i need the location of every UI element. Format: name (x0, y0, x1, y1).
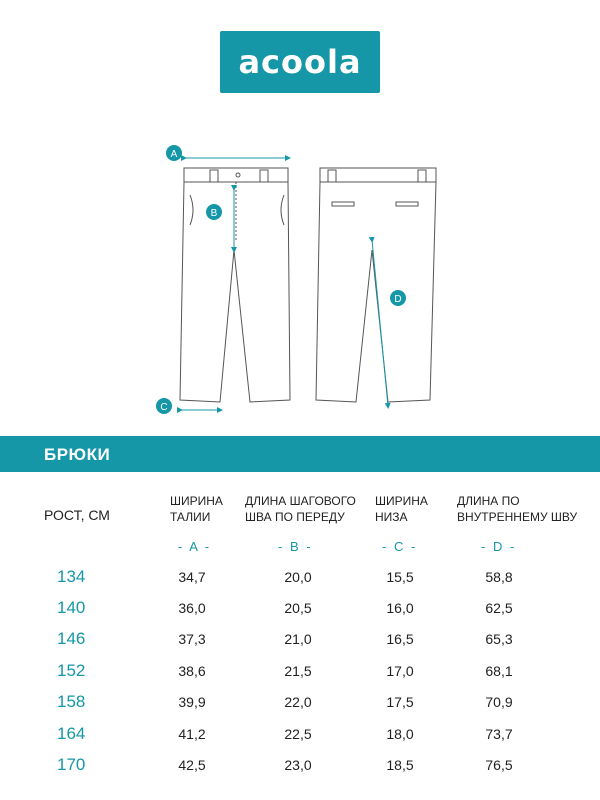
column-header-c-line1: ШИРИНА (375, 494, 428, 508)
column-header-b-line1: ДЛИНА ШАГОВОГО (245, 494, 356, 508)
table-cell: 21,0 (284, 631, 312, 647)
table-cell: 38,6 (178, 663, 206, 679)
table-cell: 70,9 (485, 694, 513, 710)
column-header-a-line1: ШИРИНА (170, 494, 223, 508)
size-164: 164 (57, 724, 86, 743)
table-cell: 58,8 (485, 569, 513, 585)
column-header-b (245, 493, 356, 525)
marker-d-label: D (394, 294, 402, 305)
section-title: БРЮКИ (44, 445, 111, 464)
table-cell: 20,5 (284, 600, 312, 616)
column-header-d-line2: ВНУТРЕННЕМУ ШВУ (457, 510, 578, 524)
column-header-c (375, 493, 428, 525)
size-158: 158 (57, 692, 86, 711)
table-cell: 22,0 (284, 694, 312, 710)
size-152: 152 (57, 661, 86, 680)
size-134: 134 (57, 567, 86, 586)
column-header-b-line2: ШВА ПО ПЕРЕДУ (245, 510, 345, 524)
table-cell: 37,3 (178, 631, 206, 647)
column-header-a (170, 493, 223, 525)
table-cell: 41,2 (178, 726, 206, 742)
row-label-header: РОСТ, СМ (44, 507, 110, 523)
table-cell: 73,7 (485, 726, 513, 742)
column-code-c: - C - (382, 539, 418, 554)
marker-d (390, 290, 406, 306)
marker-a (166, 145, 182, 161)
column-code-a: - A - (178, 539, 212, 554)
column-code-d: - D - (481, 539, 517, 554)
front-pants-drawing (180, 168, 290, 402)
table-cell: 76,5 (485, 757, 513, 773)
table-cell: 20,0 (284, 569, 312, 585)
table-cell: 16,5 (386, 631, 414, 647)
table-cell: 34,7 (178, 569, 206, 585)
table-cell: 21,5 (284, 663, 312, 679)
pants-measurement-diagram (150, 140, 450, 420)
marker-b-label: B (210, 208, 218, 219)
table-cell: 15,5 (386, 569, 414, 585)
table-cell: 23,0 (284, 757, 312, 773)
table-cell: 62,5 (485, 600, 513, 616)
table-cell: 17,5 (386, 694, 414, 710)
column-header-a-line2: ТАЛИИ (170, 510, 211, 524)
brand-logo (220, 31, 380, 93)
brand-logo-text: acoola (238, 43, 362, 81)
table-cell: 42,5 (178, 757, 206, 773)
section-band (0, 436, 600, 472)
table-cell: 36,0 (178, 600, 206, 616)
marker-a-label: A (170, 149, 178, 160)
table-cell: 18,5 (386, 757, 414, 773)
table-cell: 39,9 (178, 694, 206, 710)
table-cell: 65,3 (485, 631, 513, 647)
size-140: 140 (57, 598, 86, 617)
marker-c-label: C (160, 402, 168, 413)
table-cell: 22,5 (284, 726, 312, 742)
size-146: 146 (57, 629, 86, 648)
column-code-b: - B - (278, 539, 313, 554)
table-cell: 68,1 (485, 663, 513, 679)
table-cell: 18,0 (386, 726, 414, 742)
table-cell: 16,0 (386, 600, 414, 616)
column-header-d-line1: ДЛИНА ПО (457, 494, 520, 508)
size-170: 170 (57, 755, 86, 774)
marker-c (156, 398, 172, 414)
marker-b (206, 204, 222, 220)
column-header-c-line2: НИЗА (375, 510, 408, 524)
column-header-d (457, 493, 577, 525)
table-cell: 17,0 (386, 663, 414, 679)
